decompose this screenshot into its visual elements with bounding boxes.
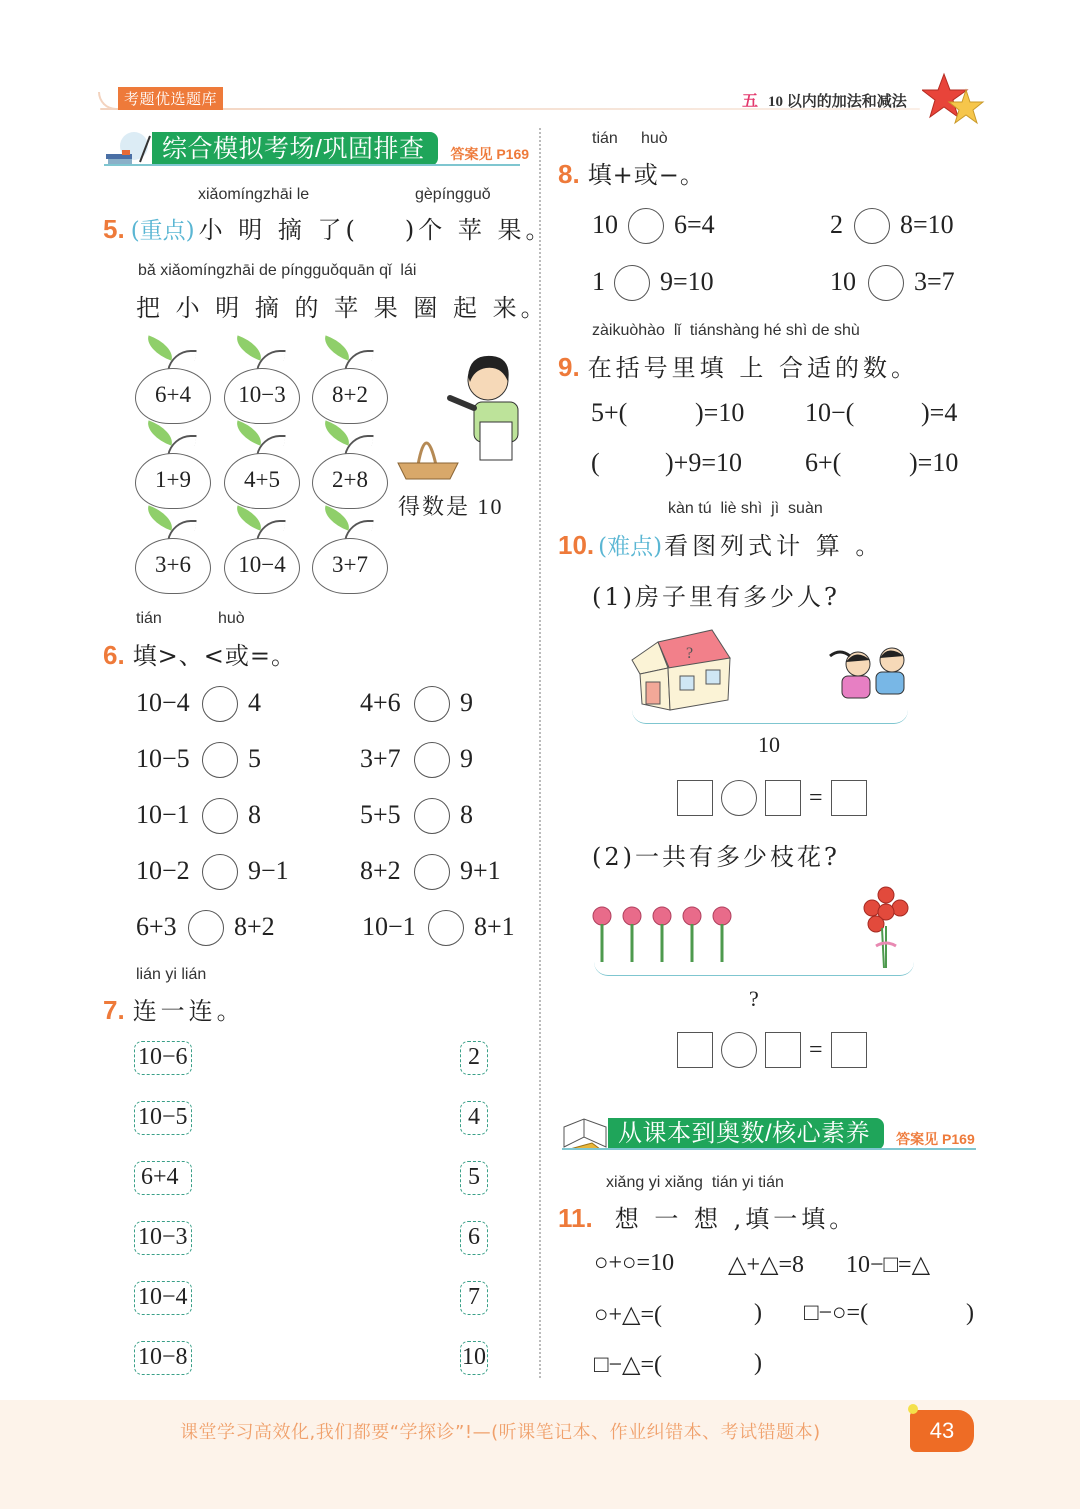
operator-circle[interactable] [868, 265, 904, 301]
q11-items: ○+○=10 △+△=8 10−□=△ ○+△=( ) □−○=( ) □−△=( ) [594, 1250, 974, 1378]
compare-circle[interactable] [202, 686, 238, 722]
q10-sub1-total: 10 [758, 732, 780, 757]
q10-sub1-equation: = [677, 780, 867, 816]
q7-right-column [460, 1041, 488, 1375]
blank-field[interactable] [684, 1350, 754, 1380]
compare-circle[interactable] [414, 742, 450, 778]
operator-circle[interactable] [628, 208, 664, 244]
q9-pinyin: zàikuòhào lǐ tiánshàng hé shì de shù [592, 322, 860, 339]
q11-title: 想 一 想 ,填一填。 [614, 1205, 858, 1233]
header-tag: 考题优选题库 [118, 87, 223, 110]
q7-title: 连一连。 [132, 997, 245, 1025]
q10-sub2-total: ? [749, 986, 759, 1011]
match-item-right[interactable]: 6 [460, 1221, 488, 1255]
q6-number: 6. [103, 640, 125, 670]
q7-number: 7. [103, 995, 125, 1025]
match-item-left[interactable]: 10−4 [134, 1281, 192, 1315]
q9-number: 9. [558, 352, 580, 382]
equation-box[interactable] [831, 1032, 867, 1068]
q10-sub2-equation: = [677, 1032, 867, 1068]
q6-pinyin-a: tián [136, 610, 162, 627]
chapter-number: 五 [742, 93, 759, 110]
children-icon [826, 646, 912, 714]
q5-tag-key: (重点) [130, 218, 195, 244]
q10-title-line [558, 526, 883, 561]
banner-underline-2 [562, 1148, 976, 1150]
apple-card[interactable]: 8+2 [312, 340, 388, 424]
compare-circle[interactable] [414, 854, 450, 890]
bouquet-icon [862, 886, 912, 970]
banner-underline-1 [104, 164, 520, 166]
blank-field[interactable] [629, 398, 695, 428]
column-divider [539, 128, 541, 1378]
open-book-icon [562, 1117, 608, 1151]
match-item-right[interactable]: 7 [460, 1281, 488, 1315]
q10-sub2-question: (2)一共有多少枝花? [592, 843, 840, 871]
equation-box[interactable] [831, 780, 867, 816]
match-item-left[interactable]: 10−6 [134, 1041, 192, 1075]
operator-circle[interactable] [854, 208, 890, 244]
q5-number: 5. [103, 214, 125, 244]
q5-text-1a: 小 明 摘 了( [198, 216, 359, 244]
blank-field[interactable] [857, 398, 921, 428]
match-item-right[interactable]: 2 [460, 1041, 488, 1075]
apple-card[interactable]: 6+4 [135, 340, 211, 424]
q9-title-line [558, 348, 919, 383]
q7-pinyin: lián yi lián [136, 966, 207, 983]
equation-operator-circle[interactable] [721, 1032, 757, 1068]
match-item-right[interactable]: 5 [460, 1161, 488, 1195]
match-item-left[interactable]: 10−3 [134, 1221, 192, 1255]
equation-box[interactable] [677, 780, 713, 816]
q7-title-line [103, 991, 245, 1026]
q10-sub1-question: (1)房子里有多少人? [592, 583, 840, 611]
q11-number: 11. [558, 1203, 593, 1233]
books-icon [104, 132, 152, 166]
match-item-right[interactable]: 4 [460, 1101, 488, 1135]
apple-card[interactable]: 1+9 [135, 425, 211, 509]
match-item-right[interactable]: 10 [460, 1341, 488, 1375]
apple-card[interactable]: 3+6 [135, 510, 211, 594]
brace-total [632, 710, 908, 724]
equation-box[interactable] [765, 780, 801, 816]
q9-title: 在括号里填 上 合适的数。 [587, 354, 919, 382]
q5-text-2: 把 小 明 摘 的 苹 果 圈 起 来。 [136, 294, 549, 322]
equation-box[interactable] [677, 1032, 713, 1068]
answer-ref-2: 答案见 P169 [896, 1131, 975, 1147]
section-banner-2 [562, 1117, 975, 1151]
q8-title: 填+或−。 [587, 161, 705, 189]
q11-title-line [558, 1199, 857, 1234]
blank-field[interactable] [847, 448, 909, 478]
q5-text-1b: )个 苹 果。 [404, 216, 554, 244]
compare-circle[interactable] [428, 910, 464, 946]
basket-label: 得数是 10 [398, 494, 504, 519]
compare-circle[interactable] [414, 798, 450, 834]
q7-left-column [134, 1041, 192, 1375]
apple-card[interactable]: 10−4 [224, 510, 300, 594]
answer-ref-1: 答案见 P169 [450, 146, 530, 162]
q10-number: 10. [558, 530, 595, 560]
apple-card[interactable]: 3+7 [312, 510, 388, 594]
compare-circle[interactable] [414, 686, 450, 722]
blank-field[interactable] [684, 1300, 754, 1330]
q6-pinyin-b: huò [218, 610, 245, 627]
blank-field[interactable] [900, 1300, 966, 1330]
page-number-tag: 43 [910, 1410, 974, 1452]
section-banner-1 [104, 132, 529, 166]
chapter-heading [742, 88, 907, 111]
compare-circle[interactable] [202, 742, 238, 778]
compare-circle[interactable] [202, 854, 238, 890]
footer-slogan: 课堂学习高效化,我们都要“学探诊”!—(听课笔记本、作业纠错本、考试错题本) [180, 1422, 821, 1443]
q5-line1 [103, 210, 554, 245]
section-title-2: 从课本到奥数/核心素养 [608, 1118, 884, 1150]
apple-card[interactable]: 2+8 [312, 425, 388, 509]
q5-pinyin-1b: gèpíngguǒ [415, 186, 491, 203]
basket-icon [396, 425, 460, 483]
q5-pinyin-2: bǎ xiǎomíngzhāi de píngguǒquān qǐ lái [138, 262, 417, 279]
house-icon [628, 628, 734, 714]
compare-circle[interactable] [188, 910, 224, 946]
flowers-row-icon [590, 906, 740, 966]
q9-items: 5+( )=10 10−( )=4 ( )+9=10 6+( )=10 [591, 398, 959, 477]
stars-icon [922, 72, 988, 128]
match-item-left[interactable]: 6+4 [134, 1161, 192, 1195]
q6-title-line [103, 636, 296, 671]
q6-title: 填>、<或=。 [132, 642, 297, 670]
match-item-left[interactable]: 10−8 [134, 1341, 192, 1375]
q8-title-line [558, 155, 705, 190]
q8-items: 10 6=4 2 8=10 1 9=10 10 3=7 [592, 208, 972, 318]
operator-circle[interactable] [614, 265, 650, 301]
apple-card[interactable]: 10−3 [224, 340, 300, 424]
q8-number: 8. [558, 159, 580, 189]
equation-box[interactable] [765, 1032, 801, 1068]
apple-card[interactable]: 4+5 [224, 425, 300, 509]
section-title-1: 综合模拟考场/巩固排查 [152, 132, 438, 166]
q8-pinyin-b: huò [641, 130, 668, 147]
svg-text:?: ? [686, 645, 694, 662]
compare-circle[interactable] [202, 798, 238, 834]
chapter-title: 10 以内的加法和减法 [768, 94, 907, 110]
equation-operator-circle[interactable] [721, 780, 757, 816]
match-item-left[interactable]: 10−5 [134, 1101, 192, 1135]
q8-pinyin-a: tián [592, 130, 618, 147]
q10-tag-hard: (难点) [598, 534, 663, 560]
q11-pinyin: xiǎng yi xiǎng tián yi tián [606, 1174, 784, 1191]
q5-pinyin-1a: xiǎomíngzhāi le [198, 186, 310, 203]
q10-title: 看图列式计 算 。 [664, 532, 884, 560]
brace-total-2 [594, 962, 914, 976]
blank-field[interactable] [605, 448, 665, 478]
tag-light-icon [908, 1404, 918, 1414]
q10-pinyin: kàn tú liè shì jì suàn [668, 500, 823, 517]
